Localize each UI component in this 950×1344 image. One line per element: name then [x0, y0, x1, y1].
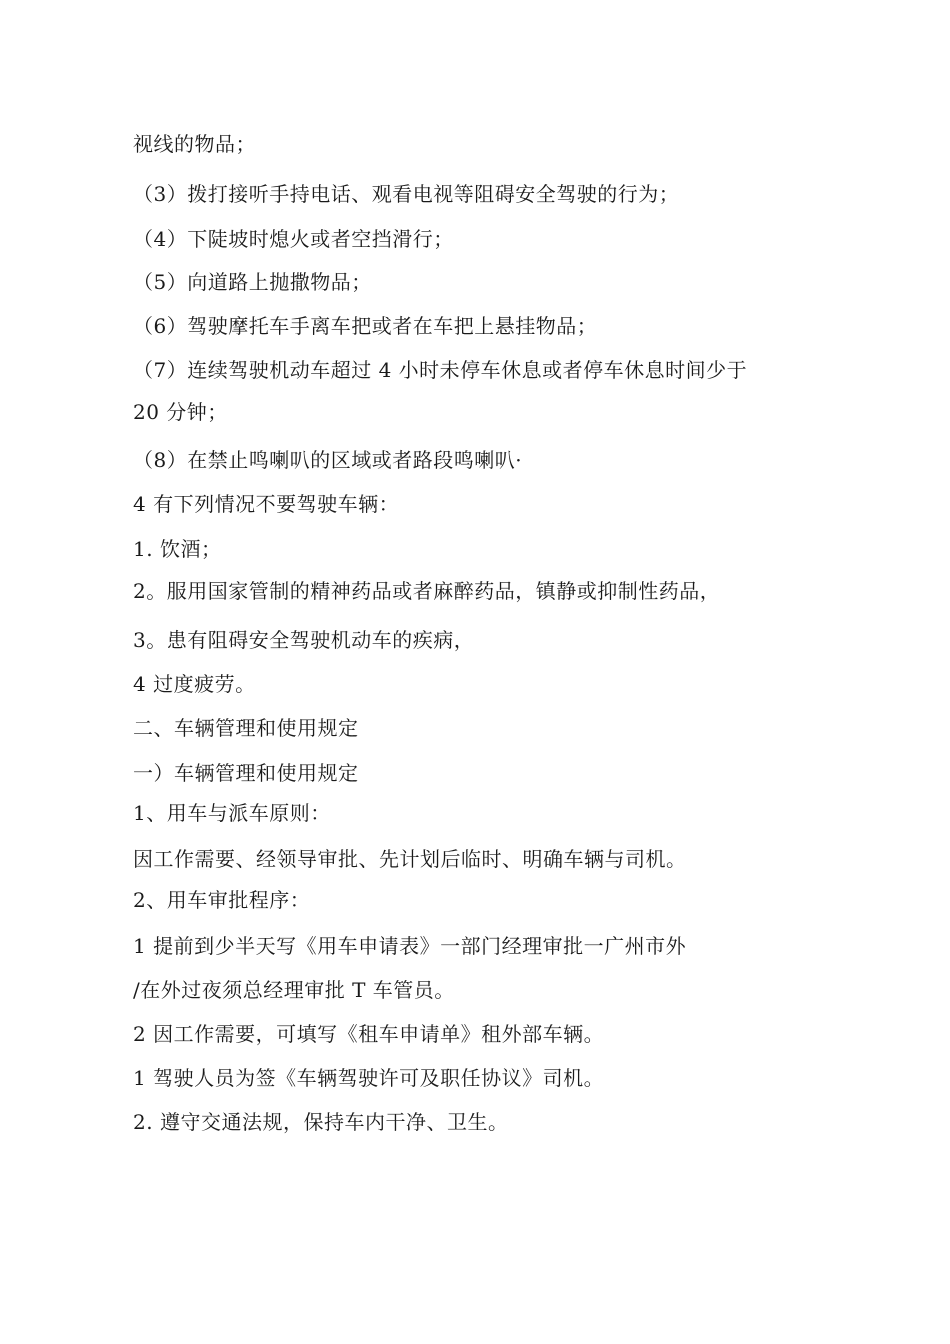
text-line: 3。患有阻碍安全驾驶机动车的疾病， — [133, 628, 475, 652]
text-line: 4 过度疲劳。 — [133, 672, 256, 696]
text-line: 一）车辆管理和使用规定 — [133, 761, 359, 785]
text-line: /在外过夜须总经理审批 T 车管员。 — [133, 978, 455, 1002]
text-line: 1 提前到少半天写《用车申请表》一部门经理审批一广州市外 — [133, 934, 687, 958]
text-line: （7）连续驾驶机动车超过 4 小时未停车休息或者停车休息时间少于 — [133, 358, 748, 382]
text-line: 20 分钟； — [133, 400, 228, 424]
text-line: （8）在禁止鸣喇叭的区域或者路段鸣喇叭· — [133, 448, 523, 472]
text-line: 1、用车与派车原则： — [133, 801, 331, 825]
text-line: 2. 遵守交通法规，保持车内干净、卫生。 — [133, 1110, 509, 1134]
text-line: 2。服用国家管制的精神药品或者麻醉药品，镇静或抑制性药品， — [133, 579, 721, 603]
text-line: 2 因工作需要，可填写《租车申请单》租外部车辆。 — [133, 1022, 605, 1046]
text-line: 二、车辆管理和使用规定 — [133, 716, 359, 740]
text-line: （6）驾驶摩托车手离车把或者在车把上悬挂物品； — [133, 314, 598, 338]
text-line: 因工作需要、经领导审批、先计划后临时、明确车辆与司机。 — [133, 847, 687, 871]
text-line: 2、用车审批程序： — [133, 888, 311, 912]
text-line: （4）下陡坡时熄火或者空挡滑行； — [133, 227, 454, 251]
text-line: （5）向道路上抛撒物品； — [133, 270, 372, 294]
text-line: 4 有下列情况不要驾驶车辆： — [133, 492, 400, 516]
text-line: 1. 饮酒； — [133, 537, 222, 561]
text-line: 视线的物品； — [133, 132, 256, 156]
text-line: （3）拨打接听手持电话、观看电视等阻碍安全驾驶的行为； — [133, 182, 680, 206]
text-line: 1 驾驶人员为签《车辆驾驶许可及职任协议》司机。 — [133, 1066, 605, 1090]
